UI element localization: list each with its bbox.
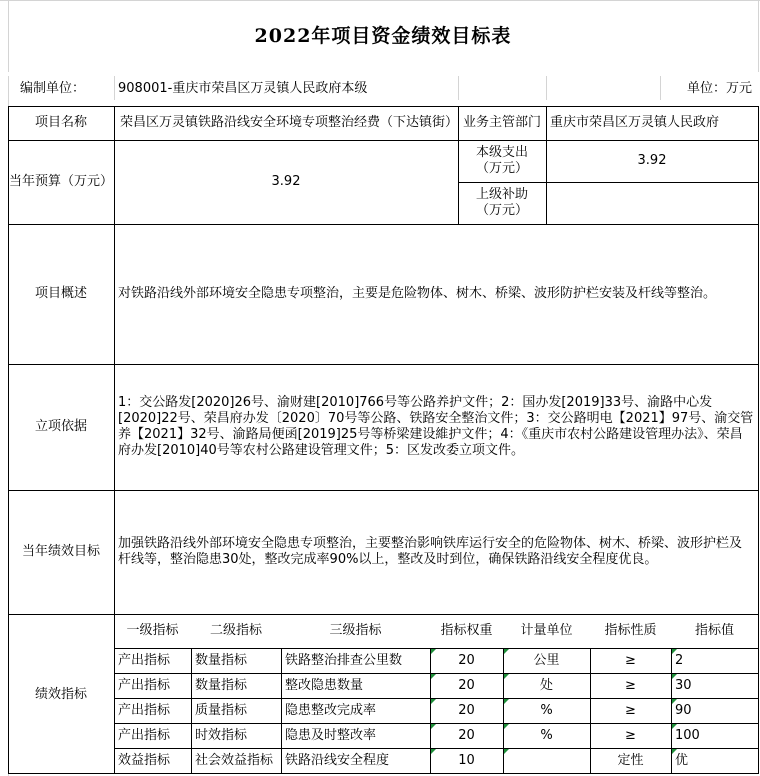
cell-marker-icon — [431, 724, 436, 729]
indicator-cell-level1: 产出指标 — [118, 652, 171, 668]
indicator-cell-unit: % — [540, 727, 553, 743]
cell-marker-icon — [504, 749, 509, 754]
overview-label: 项目概述 — [34, 286, 87, 301]
indicator-cell-unit — [503, 748, 590, 773]
goal-label: 当年绩效目标 — [21, 544, 100, 559]
indicator-cell-weight: 20 — [458, 727, 475, 743]
indicator-cell-value: 90 — [675, 702, 692, 718]
cell-marker-icon — [504, 699, 509, 704]
cell-marker-icon — [431, 699, 436, 704]
basis-label: 立项依据 — [34, 419, 87, 434]
basis-text: 1：交公路发[2020]26号、渝财建[2010]766号等公路养护文件；2：国办发[2019]33号、渝路中心发[2020]22号、荣昌府办发〔2020〕70号等公路、铁路安全整治文件；3：交公路明电【2021】97号、渝交管养【2021】32号、渝路局便函[2019]25号等桥梁建设維护文件；4：《重庆市农村公路建设管理办法》、荣昌府办发[2010]40号等农村公路建设管理文件；5：区发改委立项文件。 — [118, 395, 754, 458]
overview-text: 对铁路沿线外部环境安全隐患专项整治，主要是危险物体、树木、桥梁、波形防护栏安装及杆线等整治。 — [118, 286, 717, 301]
cell-marker-icon — [431, 749, 436, 754]
indicator-header-weight: 指标权重 — [440, 623, 493, 638]
own-expense-value: 3.92 — [637, 153, 667, 168]
unit-text: 单位：万元 — [686, 81, 752, 96]
indicator-cell-unit: % — [540, 702, 553, 718]
indicator-cell-value: 优 — [675, 752, 689, 768]
indicator-cell-value: 30 — [675, 677, 692, 693]
indicator-header-level1: 一级指标 — [126, 623, 179, 638]
indicator-cell-level2: 数量指标 — [195, 652, 248, 668]
indicator-cell-nature: 定性 — [617, 752, 644, 768]
indicator-cell-level2: 质量指标 — [195, 702, 248, 718]
indicator-cell-level2: 社会效益指标 — [195, 752, 274, 768]
cell-marker-icon — [672, 649, 677, 654]
cell-marker-icon — [672, 674, 677, 679]
goal-text: 加强铁路沿线外部环境安全隐患专项整治，主要整治影响铁库运行安全的危险物体、树木、桥梁、波形护栏及杆线等，整治隐患30处，整改完成率90%以上，整改及时到位，确保铁路沿线安全程度优良。 — [118, 536, 743, 567]
own-expense-label: 本级支出（万元） — [475, 145, 528, 176]
indicator-header-nature: 指标性质 — [604, 623, 657, 638]
indicator-cell-unit: 公里 — [533, 652, 560, 668]
org-label: 编制单位： — [20, 81, 86, 96]
cell-marker-icon — [431, 674, 436, 679]
cell-marker-icon — [504, 674, 509, 679]
indicator-cell-level3: 铁路整治排查公里数 — [285, 652, 403, 668]
indicator-cell-level3: 隐患整改完成率 — [285, 702, 377, 718]
budget-label: 当年预算（万元） — [8, 174, 113, 189]
indicator-cell-nature: ≥ — [625, 652, 636, 668]
indicator-cell-level1: 效益指标 — [118, 752, 171, 768]
indicators-label: 绩效指标 — [34, 687, 87, 702]
indicator-cell-level2: 数量指标 — [195, 677, 248, 693]
indicator-cell-weight: 20 — [458, 702, 475, 718]
cell-marker-icon — [504, 649, 509, 654]
budget-value: 3.92 — [271, 174, 301, 189]
indicator-cell-nature: ≥ — [625, 677, 636, 693]
project-name-value: 荣昌区万灵镇铁路沿线安全环境专项整治经费（下达镇街） — [120, 115, 458, 130]
page-title: 2022年项目资金绩效目标表 — [254, 25, 512, 47]
indicator-cell-level3: 隐患及时整改率 — [285, 727, 377, 743]
upper-subsidy-value — [546, 182, 758, 224]
indicator-cell-level2: 时效指标 — [195, 727, 248, 743]
indicator-header-level2: 二级指标 — [209, 623, 262, 638]
indicator-cell-value: 100 — [675, 727, 700, 743]
dept-value: 重庆市荣昌区万灵镇人民政府 — [550, 115, 720, 130]
indicator-header-level3: 三级指标 — [329, 623, 382, 638]
project-name-label: 项目名称 — [34, 115, 87, 130]
indicator-cell-nature: ≥ — [625, 727, 636, 743]
cell-marker-icon — [672, 699, 677, 704]
indicator-cell-value: 2 — [675, 652, 684, 668]
indicator-cell-nature: ≥ — [625, 702, 636, 718]
indicator-cell-level1: 产出指标 — [118, 727, 171, 743]
cell-marker-icon — [672, 724, 677, 729]
indicator-cell-level1: 产出指标 — [118, 702, 171, 718]
dept-label: 业务主管部门 — [462, 115, 541, 130]
cell-marker-icon — [504, 724, 509, 729]
indicator-cell-unit: 处 — [539, 677, 553, 693]
upper-subsidy-label: 上级补助（万元） — [475, 187, 528, 218]
indicator-cell-level1: 产出指标 — [118, 677, 171, 693]
cell-marker-icon — [431, 649, 436, 654]
cell-marker-icon — [672, 749, 677, 754]
indicator-cell-weight: 20 — [458, 677, 475, 693]
indicator-cell-weight: 20 — [458, 652, 475, 668]
indicator-cell-level3: 整改隐患数量 — [285, 677, 364, 693]
indicator-header-value: 指标值 — [694, 623, 734, 638]
org-value: 908001-重庆市荣昌区万灵镇人民政府本级 — [118, 81, 368, 96]
indicator-header-unit: 计量单位 — [520, 623, 573, 638]
indicator-cell-level3: 铁路沿线安全程度 — [285, 752, 390, 768]
indicator-cell-weight: 10 — [458, 752, 475, 768]
